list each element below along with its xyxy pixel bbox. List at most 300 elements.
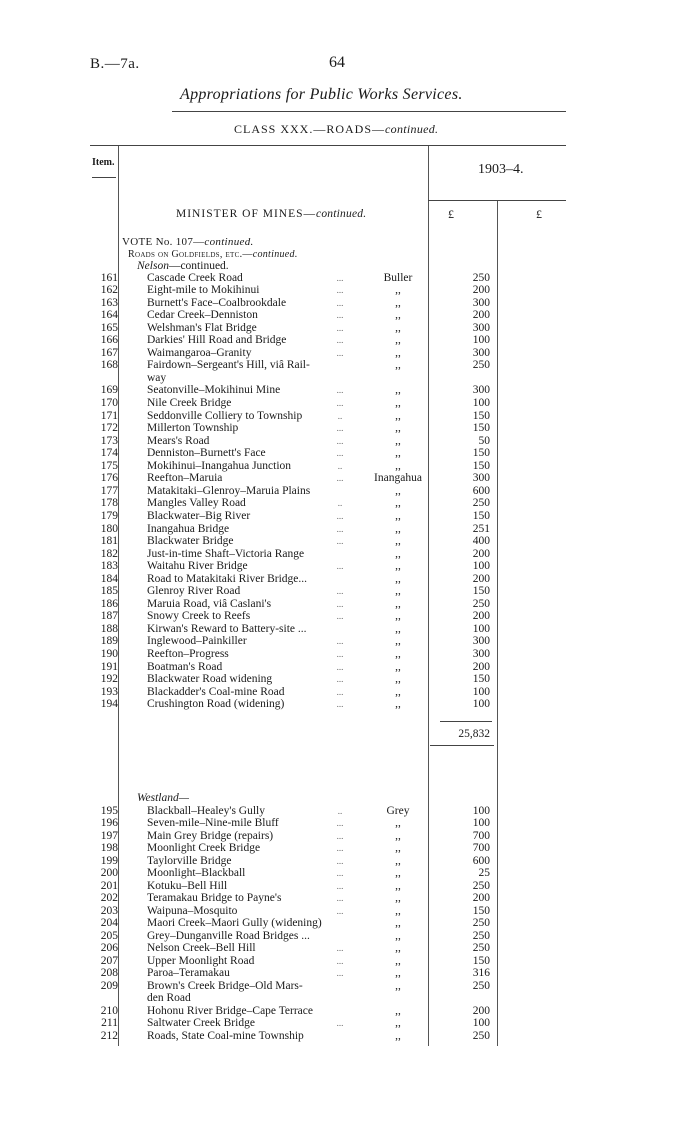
table-row	[0, 610, 700, 623]
electorate: ,,	[395, 1017, 401, 1029]
class-title: CLASS XXX.—ROADS—continued.	[234, 122, 439, 136]
item-amount: 100	[472, 685, 490, 698]
leader-dots: ...	[336, 347, 344, 358]
item-number: 210	[100, 1004, 118, 1017]
item-description: Paroa–Teramakau	[147, 967, 230, 979]
electorate: ,,	[395, 892, 401, 904]
item-number: 179	[100, 509, 118, 522]
leader-dots: ...	[336, 611, 344, 622]
item-number: 178	[100, 497, 118, 510]
leader-dots: ...	[336, 598, 344, 609]
leader-dots: ...	[336, 322, 344, 333]
item-number: 197	[100, 829, 118, 842]
item-description: Darkies' Hill Road and Bridge	[147, 334, 287, 347]
item-description: Roads, State Coal-mine Township	[147, 1029, 304, 1042]
minister-heading: MINISTER OF MINES—continued.	[176, 208, 367, 220]
electorate: ,,	[395, 585, 401, 598]
table-row	[0, 805, 700, 818]
table-row	[0, 548, 700, 561]
item-amount: 200	[472, 309, 490, 322]
table-top-rule	[90, 145, 566, 146]
table-row	[0, 322, 700, 335]
table-row	[0, 573, 700, 586]
electorate: Grey	[386, 804, 410, 817]
table-row	[0, 535, 700, 548]
item-amount: 50	[478, 434, 490, 447]
table-row	[0, 598, 700, 611]
item-number: 200	[100, 867, 118, 879]
item-description: Seatonville–Mokihinui Mine	[147, 384, 281, 397]
electorate: ,,	[395, 447, 401, 460]
item-amount: 200	[472, 572, 490, 585]
item-amount: 300	[472, 321, 490, 334]
table-row	[0, 447, 700, 460]
table-row	[0, 460, 700, 473]
leader-dots: ...	[336, 510, 344, 521]
table-row	[0, 560, 700, 573]
item-amount: 700	[472, 842, 490, 854]
item-amount: 250	[472, 979, 490, 992]
electorate: ,,	[395, 660, 401, 673]
table-row	[0, 661, 700, 674]
table-row	[0, 830, 700, 843]
table-row	[0, 1017, 700, 1030]
item-amount: 150	[472, 585, 490, 598]
item-amount: 600	[472, 484, 490, 497]
leader-dots: ...	[336, 686, 344, 697]
table-row	[0, 992, 700, 1005]
item-description: way	[147, 371, 167, 384]
table-row	[0, 1030, 700, 1043]
table-row	[0, 955, 700, 968]
table-row	[0, 817, 700, 830]
table-row	[0, 410, 700, 423]
item-description: Blackball–Healey's Gully	[147, 804, 265, 817]
item-number: 168	[100, 359, 118, 372]
electorate: ,,	[395, 434, 401, 447]
electorate: ,,	[395, 359, 401, 372]
page-number: 64	[329, 54, 345, 71]
table-row	[0, 384, 700, 397]
electorate: ,,	[395, 829, 401, 842]
item-amount: 250	[472, 879, 490, 892]
table-row	[0, 880, 700, 893]
item-description: Maruia Road, viâ Caslani's	[147, 597, 272, 610]
item-number: 164	[100, 309, 118, 322]
leader-dots: ...	[336, 297, 344, 308]
leader-dots: ...	[336, 310, 344, 321]
table-row	[0, 334, 700, 347]
roads-heading: Roads on Goldfields, etc.—continued.	[128, 249, 298, 260]
item-description: Moonlight–Blackball	[147, 867, 246, 879]
electorate: ,,	[395, 842, 401, 854]
item-amount: 300	[472, 648, 490, 660]
year-header-rule	[428, 200, 566, 201]
item-number: 169	[100, 384, 118, 397]
item-description: Denniston–Burnett's Face	[147, 447, 266, 460]
leader-dots: ...	[336, 843, 344, 853]
item-number: 163	[100, 296, 118, 309]
leader-dots: ...	[336, 435, 344, 446]
item-amount: 250	[472, 942, 490, 954]
item-amount: 400	[472, 535, 490, 548]
item-amount: 250	[472, 597, 490, 610]
document-reference: B.—7a.	[90, 56, 140, 72]
vote-heading: VOTE No. 107—continued.	[122, 236, 254, 248]
electorate: ,,	[395, 698, 401, 711]
item-number: 194	[100, 698, 118, 711]
leader-dots: ...	[336, 448, 344, 459]
subtotal-rule-bottom	[430, 745, 494, 746]
item-description: Waimangaroa–Granity	[147, 346, 252, 359]
electorate: Inangahua	[374, 472, 422, 485]
table-row	[0, 585, 700, 598]
item-amount: 200	[472, 660, 490, 673]
nelson-total: 25,832	[458, 728, 490, 740]
item-number: 175	[100, 459, 118, 472]
leader-dots: ...	[336, 636, 344, 647]
item-description: Road to Matakitaki River Bridge...	[147, 572, 308, 585]
item-amount: 100	[472, 622, 490, 635]
item-amount: 200	[472, 610, 490, 623]
item-amount: 200	[472, 284, 490, 297]
westland-heading: Westland—	[137, 792, 189, 804]
leader-dots: ...	[336, 536, 344, 547]
item-number: 174	[100, 447, 118, 460]
item-number: 170	[100, 397, 118, 409]
item-number: 202	[100, 892, 118, 904]
item-description: Brown's Creek Bridge–Old Mars-	[147, 979, 303, 992]
electorate: Buller	[383, 271, 413, 284]
item-amount: 316	[472, 967, 490, 979]
item-number: 162	[100, 284, 118, 297]
electorate: ,,	[395, 497, 401, 510]
electorate: ,,	[395, 346, 401, 359]
table-row	[0, 510, 700, 523]
item-number: 184	[100, 572, 118, 585]
item-description: Fairdown–Sergeant's Hill, viâ Rail-	[147, 359, 310, 372]
item-description: Cascade Creek Road	[147, 271, 243, 284]
item-amount: 200	[472, 892, 490, 904]
item-description: Hohonu River Bridge–Cape Terrace	[147, 1004, 313, 1017]
item-number: 208	[100, 967, 118, 979]
leader-dots: ...	[336, 586, 344, 597]
table-row	[0, 942, 700, 955]
leader-dots: ...	[336, 473, 344, 484]
electorate: ,,	[395, 397, 401, 409]
item-number: 167	[100, 346, 118, 359]
table-row	[0, 673, 700, 686]
leader-dots: ...	[336, 398, 344, 408]
item-amount: 250	[472, 917, 490, 929]
subtotal-rule-top	[440, 721, 492, 722]
item-amount: 250	[472, 359, 490, 372]
item-description: Snowy Creek to Reefs	[147, 610, 251, 623]
item-amount: 250	[472, 1029, 490, 1042]
title-rule	[172, 111, 566, 112]
item-description: Moonlight Creek Bridge	[147, 842, 261, 854]
item-number: 189	[100, 635, 118, 648]
item-number: 196	[100, 817, 118, 829]
item-number: 205	[100, 929, 118, 942]
item-description: Millerton Township	[147, 422, 239, 435]
electorate: ,,	[395, 309, 401, 322]
item-amount: 150	[472, 459, 490, 472]
item-number: 204	[100, 917, 118, 929]
leader-dots: ...	[336, 830, 344, 841]
table-row	[0, 635, 700, 648]
electorate: ,,	[395, 484, 401, 497]
item-amount: 300	[472, 384, 490, 397]
electorate: ,,	[395, 879, 401, 892]
table-row	[0, 397, 700, 410]
item-amount: 100	[472, 397, 490, 409]
item-number: 161	[100, 271, 118, 284]
table-row	[0, 867, 700, 880]
item-description: Waitahu River Bridge	[147, 560, 248, 573]
electorate: ,,	[395, 817, 401, 829]
item-amount: 25	[478, 867, 490, 879]
item-description: Blackadder's Coal-mine Road	[147, 685, 285, 698]
item-amount: 300	[472, 346, 490, 359]
item-amount: 150	[472, 673, 490, 686]
leader-dots: ...	[336, 423, 344, 434]
item-description: Teramakau Bridge to Payne's	[147, 892, 282, 904]
item-number: 182	[100, 547, 118, 560]
electorate: ,,	[395, 321, 401, 334]
table-row	[0, 892, 700, 905]
item-description: Nelson Creek–Bell Hill	[147, 942, 256, 954]
item-number: 172	[100, 422, 118, 435]
electorate: ,,	[395, 334, 401, 347]
item-description: Glenroy River Road	[147, 585, 241, 598]
table-row	[0, 272, 700, 285]
item-amount: 251	[472, 522, 490, 535]
item-number: 212	[100, 1029, 118, 1042]
item-amount: 700	[472, 829, 490, 842]
leader-dots: ...	[336, 818, 344, 828]
item-description: Blackwater Bridge	[147, 535, 234, 548]
item-description: Reefton–Progress	[147, 648, 229, 660]
leader-dots: ...	[336, 335, 344, 346]
electorate: ,,	[395, 560, 401, 573]
item-description: Waipuna–Mosquito	[147, 904, 238, 917]
electorate: ,,	[395, 673, 401, 686]
leader-dots: ...	[336, 674, 344, 685]
item-description: Mokihinui–Inangahua Junction	[147, 459, 292, 472]
leader-dots: ...	[336, 893, 344, 903]
leader-dots: ..	[337, 498, 343, 509]
table-row	[0, 698, 700, 711]
item-number: 173	[100, 434, 118, 447]
item-number: 206	[100, 942, 118, 954]
leader-dots: ...	[336, 855, 344, 866]
item-number: 186	[100, 597, 118, 610]
item-description: Nile Creek Bridge	[147, 397, 232, 409]
electorate: ,,	[395, 954, 401, 967]
table-row	[0, 309, 700, 322]
item-number: 207	[100, 954, 118, 967]
item-description: Boatman's Road	[147, 660, 223, 673]
electorate: ,,	[395, 929, 401, 942]
electorate: ,,	[395, 509, 401, 522]
electorate: ,,	[395, 942, 401, 954]
electorate: ,,	[395, 967, 401, 979]
electorate: ,,	[395, 854, 401, 867]
leader-dots: ...	[336, 1018, 344, 1028]
leader-dots: ...	[336, 385, 344, 396]
table-row	[0, 372, 700, 385]
table-row	[0, 855, 700, 868]
table-row	[0, 842, 700, 855]
leader-dots: ...	[336, 272, 344, 283]
electorate: ,,	[395, 547, 401, 560]
item-description: Welshman's Flat Bridge	[147, 321, 257, 334]
leader-dots: ...	[336, 699, 344, 710]
item-number: 201	[100, 879, 118, 892]
item-number: 193	[100, 685, 118, 698]
table-row	[0, 967, 700, 980]
electorate: ,,	[395, 597, 401, 610]
item-description: Seven-mile–Nine-mile Bluff	[147, 817, 279, 829]
item-description: Main Grey Bridge (repairs)	[147, 829, 274, 842]
item-amount: 100	[472, 560, 490, 573]
leader-dots: ...	[336, 661, 344, 672]
leader-dots: ...	[336, 955, 344, 966]
item-amount: 300	[472, 472, 490, 485]
table-row	[0, 930, 700, 943]
item-amount: 250	[472, 497, 490, 510]
electorate: ,,	[395, 867, 401, 879]
year-column-header: 1903–4.	[478, 162, 524, 177]
item-amount: 150	[472, 904, 490, 917]
item-description: Just-in-time Shaft–Victoria Range	[147, 547, 305, 560]
electorate: ,,	[395, 284, 401, 297]
item-amount: 200	[472, 1004, 490, 1017]
leader-dots: ...	[336, 649, 344, 659]
item-header-rule	[92, 177, 116, 178]
item-amount: 150	[472, 954, 490, 967]
electorate: ,,	[395, 610, 401, 623]
table-row	[0, 917, 700, 930]
leader-dots: ...	[336, 880, 344, 891]
leader-dots: ...	[336, 561, 344, 572]
item-number: 198	[100, 842, 118, 854]
item-amount: 150	[472, 447, 490, 460]
item-description: Grey–Dunganville Road Bridges ...	[147, 929, 310, 942]
page-title: Appropriations for Public Works Services.	[180, 86, 463, 103]
item-description: Seddonville Colliery to Township	[147, 409, 303, 422]
electorate: ,,	[395, 384, 401, 397]
item-number: 188	[100, 622, 118, 635]
item-number: 181	[100, 535, 118, 548]
item-number: 187	[100, 610, 118, 623]
electorate: ,,	[395, 648, 401, 660]
leader-dots: ...	[336, 905, 344, 916]
item-number: 185	[100, 585, 118, 598]
item-number: 183	[100, 560, 118, 573]
table-row	[0, 980, 700, 993]
item-amount: 150	[472, 509, 490, 522]
table-row	[0, 472, 700, 485]
item-description: Cedar Creek–Denniston	[147, 309, 258, 322]
item-number: 192	[100, 673, 118, 686]
item-description: Mangles Valley Road	[147, 497, 246, 510]
table-row	[0, 297, 700, 310]
table-row	[0, 497, 700, 510]
pound-symbol-totals: £	[536, 207, 542, 221]
item-description: Crushington Road (widening)	[147, 698, 285, 711]
item-amount: 250	[472, 271, 490, 284]
table-row	[0, 648, 700, 661]
leader-dots: ..	[337, 460, 343, 471]
electorate: ,,	[395, 522, 401, 535]
item-column-header: Item.	[92, 157, 115, 168]
item-description: Burnett's Face–Coalbrookdale	[147, 296, 287, 309]
electorate: ,,	[395, 917, 401, 929]
item-description: Upper Moonlight Road	[147, 954, 255, 967]
pound-symbol-items: £	[448, 207, 454, 221]
electorate: ,,	[395, 296, 401, 309]
item-number: 166	[100, 334, 118, 347]
table-row	[0, 1005, 700, 1018]
item-number: 190	[100, 648, 118, 660]
electorate: ,,	[395, 904, 401, 917]
leader-dots: ..	[337, 410, 343, 421]
electorate: ,,	[395, 1004, 401, 1017]
item-description: Blackwater–Big River	[147, 509, 251, 522]
item-description: Eight-mile to Mokihinui	[147, 284, 260, 297]
item-amount: 150	[472, 409, 490, 422]
electorate: ,,	[395, 572, 401, 585]
item-description: Inglewood–Painkiller	[147, 635, 247, 648]
item-amount: 600	[472, 854, 490, 867]
leader-dots: ..	[337, 805, 343, 816]
item-amount: 150	[472, 422, 490, 435]
leader-dots: ...	[336, 868, 344, 878]
item-amount: 300	[472, 296, 490, 309]
item-description: den Road	[147, 992, 191, 1004]
table-row	[0, 623, 700, 636]
item-number: 203	[100, 904, 118, 917]
item-description: Kotuku–Bell Hill	[147, 879, 228, 892]
item-description: Mears's Road	[147, 434, 210, 447]
item-number: 171	[100, 409, 118, 422]
item-number: 176	[100, 472, 118, 485]
item-description: Reefton–Maruia	[147, 472, 223, 485]
item-number: 191	[100, 660, 118, 673]
item-description: Saltwater Creek Bridge	[147, 1017, 255, 1029]
item-amount: 200	[472, 547, 490, 560]
table-row	[0, 347, 700, 360]
item-number: 211	[101, 1017, 118, 1029]
item-amount: 100	[472, 1017, 490, 1029]
leader-dots: ...	[336, 523, 344, 534]
item-description: Taylorville Bridge	[147, 854, 232, 867]
item-number: 195	[100, 804, 118, 817]
table-row	[0, 686, 700, 699]
item-description: Blackwater Road widening	[147, 673, 273, 686]
item-number: 180	[100, 522, 118, 535]
table-row	[0, 284, 700, 297]
item-amount: 100	[472, 804, 490, 817]
item-description: Maori Creek–Maori Gully (widening)	[147, 917, 322, 929]
electorate: ,,	[395, 622, 401, 635]
item-description: Matakitaki–Glenroy–Maruia Plains	[147, 484, 311, 497]
electorate: ,,	[395, 459, 401, 472]
electorate: ,,	[395, 409, 401, 422]
electorate: ,,	[395, 1029, 401, 1042]
